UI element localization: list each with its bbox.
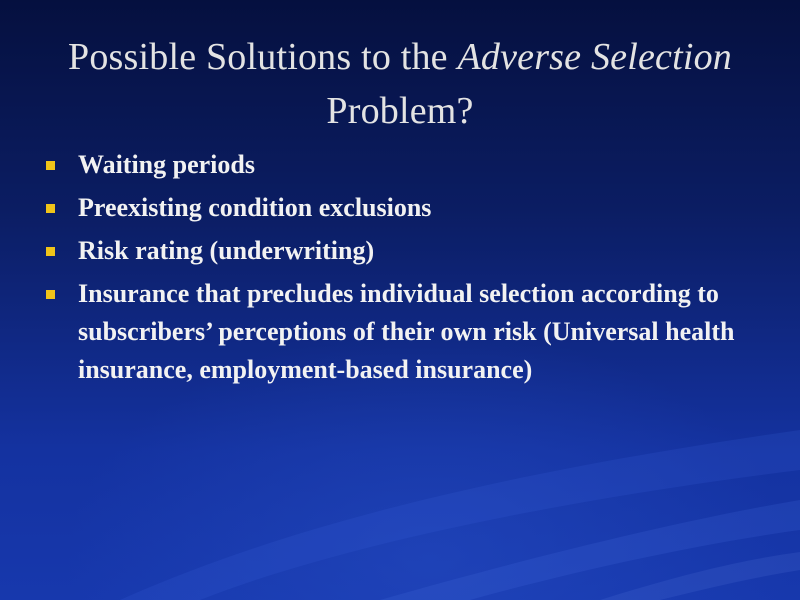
- bullet-text: Waiting periods: [78, 150, 255, 179]
- bullet-text: Insurance that precludes individual selection according to subscribers’ perceptions of their own risk (Universal health insurance, employment-based insurance): [78, 279, 735, 384]
- square-bullet-icon: [46, 204, 55, 213]
- title-emphasis: Adverse Selection: [457, 36, 733, 78]
- slide-title: [0, 30, 800, 138]
- bullet-item: [46, 275, 766, 389]
- title-text-part2: Problem?: [326, 90, 474, 132]
- square-bullet-icon: [46, 161, 55, 170]
- bullet-text: Risk rating (underwriting): [78, 236, 375, 265]
- bullet-list: [46, 146, 766, 394]
- square-bullet-icon: [46, 247, 55, 256]
- title-text-part1: Possible Solutions to the: [67, 36, 458, 78]
- bullet-item: [46, 232, 766, 270]
- bullet-text: Preexisting condition exclusions: [78, 193, 432, 222]
- square-bullet-icon: [46, 290, 55, 299]
- bullet-item: [46, 189, 766, 227]
- bullet-item: [46, 146, 766, 184]
